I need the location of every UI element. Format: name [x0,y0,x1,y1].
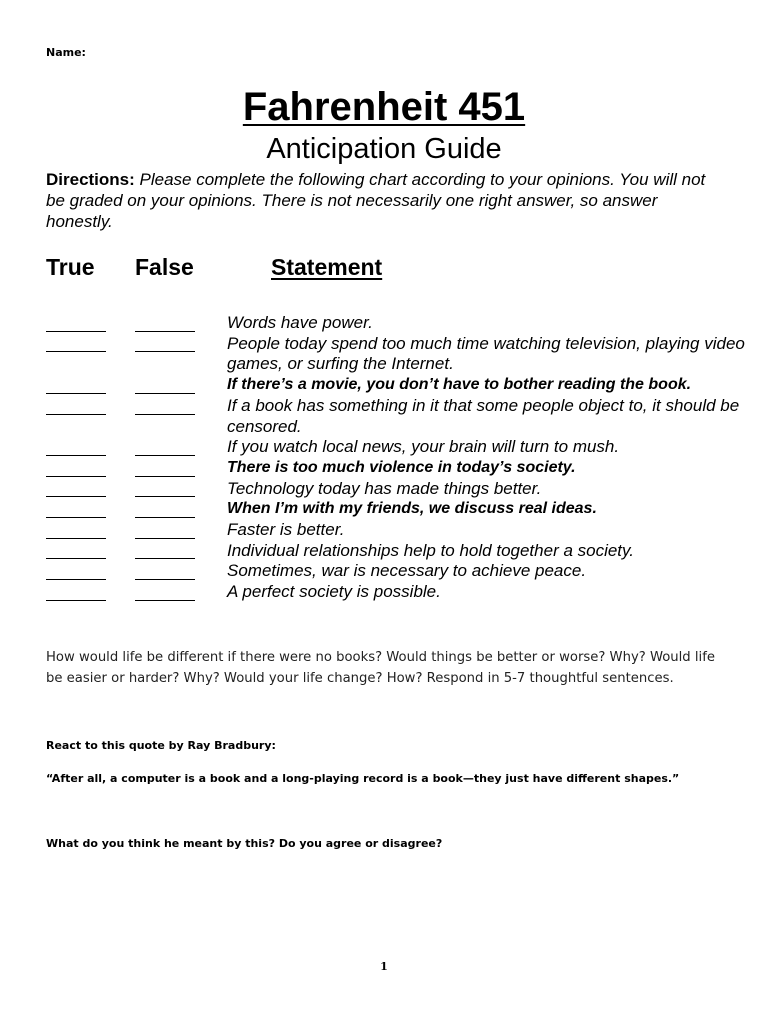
false-answer-blank[interactable] [135,520,195,541]
statement-text: If you watch local news, your brain will turn to mush. [227,437,620,457]
true-answer-blank[interactable] [46,396,106,417]
bradbury-quote: “After all, a computer is a book and a long-playing record is a book—they just have different shapes.” [46,772,680,785]
false-answer-blank[interactable] [135,437,195,458]
false-answer-blank[interactable] [135,396,195,417]
true-answer-blank[interactable] [46,375,106,396]
page-subtitle: Anticipation Guide [266,133,502,165]
statement-text: If there’s a movie, you don’t have to bother reading the book. [227,376,692,394]
statement-row [46,313,746,334]
statement-text: Individual relationships help to hold together a society. [227,540,634,560]
true-answer-blank[interactable] [46,520,106,541]
false-answer-blank[interactable] [135,313,195,334]
quote-question: What do you think he meant by this? Do you agree or disagree? [46,837,443,850]
false-answer-blank[interactable] [135,479,195,500]
statement-row [46,458,746,479]
statement-text: People today spend too much time watching television, playing video games, or surfing the Internet. [227,333,745,374]
statement-row [46,479,746,500]
directions-label: Directions: [46,170,135,189]
statement-row [46,396,746,437]
false-answer-blank[interactable] [135,561,195,582]
statement-text: Sometimes, war is necessary to achieve peace. [227,561,587,581]
true-answer-blank[interactable] [46,582,106,603]
essay-prompt: How would life be different if there were no books? Would things be better or worse? Why? Would life be easier or harder? Why? Would your life change? How? Respond in 5-7 thoughtful sentences. [46,650,715,686]
false-answer-blank[interactable] [135,582,195,603]
true-answer-blank[interactable] [46,437,106,458]
directions-text: Please complete the following chart according to your opinions. You will not be graded on your opinions. There is not necessarily one right answer, so answer honestly. [46,170,706,231]
column-header-true: True [46,254,95,280]
true-answer-blank[interactable] [46,541,106,562]
statement-list [46,313,746,603]
statement-row [46,437,746,458]
statement-text: Words have power. [227,313,373,332]
quote-heading: React to this quote by Ray Bradbury: [46,739,276,752]
true-answer-blank[interactable] [46,499,106,520]
false-answer-blank[interactable] [135,541,195,562]
page-title [0,84,768,130]
true-answer-blank[interactable] [46,313,106,334]
directions [46,169,726,232]
statement-row [46,375,746,396]
statement-row [46,582,746,603]
false-answer-blank[interactable] [135,499,195,520]
statement-text: When I’m with my friends, we discuss real ideas. [227,500,597,518]
true-answer-blank[interactable] [46,334,106,355]
page-title-text: Fahrenheit 451 [242,85,526,129]
statement-text: There is too much violence in today’s society. [227,458,576,476]
false-answer-blank[interactable] [135,334,195,355]
true-answer-blank[interactable] [46,561,106,582]
false-answer-blank[interactable] [135,458,195,479]
statement-row [46,520,746,541]
statement-text: A perfect society is possible. [227,582,441,602]
column-header-statement: Statement [271,254,383,280]
statement-text: If a book has something in it that some people object to, it should be censored. [227,395,740,436]
true-answer-blank[interactable] [46,458,106,479]
false-answer-blank[interactable] [135,375,195,396]
statement-row [46,499,746,520]
statement-text: Technology today has made things better. [227,478,542,498]
statement-row [46,561,746,582]
statement-row [46,334,746,375]
statement-text: Faster is better. [227,520,345,540]
true-answer-blank[interactable] [46,479,106,500]
page-number: 1 [380,960,388,973]
name-label: Name: [46,46,86,59]
column-header-false: False [135,254,194,280]
statement-row [46,541,746,562]
